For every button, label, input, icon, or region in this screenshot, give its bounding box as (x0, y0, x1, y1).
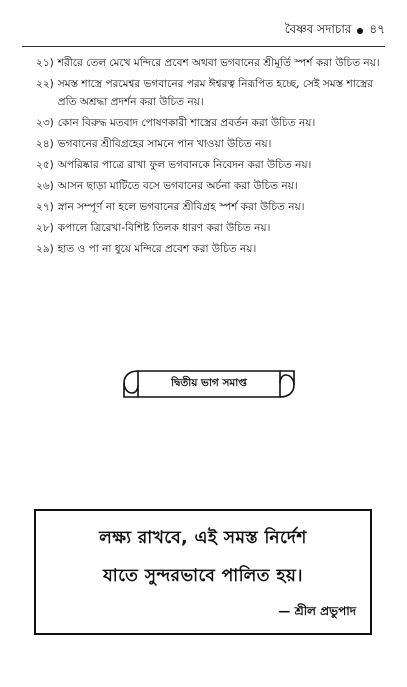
rule-number: ২৬) (36, 180, 54, 192)
rule-number: ২৪) (36, 138, 54, 150)
quote-author: — শ্রীল প্রভুপাদ (278, 604, 356, 618)
rule-text: কোন বিরুদ্ধ মতবাদ পোষণকারী শাস্ত্রের প্রবর্তন করা উচিত নয়। (57, 117, 316, 129)
rule-text: আসন ছাড়া মাটিতে বসে ভগবানের অর্চনা করা উচিত নয়। (57, 180, 298, 192)
rule-text: কপালে ত্রিরেখা-বিশিষ্ট তিলক ধারণ করা উচিত নয়। (57, 222, 271, 234)
page-number: ৪৭ (369, 22, 385, 36)
rule-number: ২৯) (36, 243, 54, 255)
rule-text: ভগবানের শ্রীবিগ্রহের সামনে পান খাওয়া উচিত নয়। (57, 138, 272, 150)
quote-line-2: যাতে সুন্দরভাবে পালিত হয়। (103, 566, 303, 586)
header-rule (22, 46, 385, 47)
rule-item (36, 240, 388, 258)
rule-item (36, 114, 388, 132)
rule-item (36, 54, 388, 72)
bullet-dot-icon (357, 28, 363, 34)
quote-line-1: লক্ষ্য রাখবে, এই সমস্ত নির্দেশ (99, 528, 307, 548)
rule-text: সমস্ত শাস্ত্রে পরমেশ্বর ভগবানের পরম ঈশ্বরত্ব নিরূপিত হচ্ছে, সেই সমস্ত শাস্ত্রের প্রতি অশ্রদ্ধা প্রদর্শন করা উচিত নয়। (57, 78, 373, 108)
rule-number: ২১) (36, 57, 54, 69)
rule-item (36, 177, 388, 195)
rule-text: শরীরে তেল মেখে মন্দিরে প্রবেশ অথবা ভগবানের শ্রীমূর্তি স্পর্শ করা উচিত নয়। (57, 57, 380, 69)
rule-number: ২৫) (36, 159, 54, 171)
rule-number: ২৩) (36, 117, 54, 129)
rule-item (36, 75, 388, 111)
rule-number: ২৭) (36, 201, 54, 213)
banner-label: দ্বিতীয় ভাগ সমাপ্ত (171, 377, 247, 389)
rule-item (36, 135, 388, 153)
page-header (40, 20, 385, 42)
rule-item (36, 156, 388, 174)
running-title: বৈষ্ণব সদাচার (284, 22, 352, 36)
rule-item (36, 219, 388, 237)
rule-number: ২৮) (36, 222, 54, 234)
quote-box (34, 509, 372, 635)
rules-list (36, 54, 388, 261)
rule-text: হাত ও পা না ধুয়ে মন্দিরে প্রবেশ করা উচিত নয়। (57, 243, 257, 255)
rule-text: স্নান সম্পূর্ণ না হলে ভগবানের শ্রীবিগ্রহ স্পর্শ করা উচিত নয়। (57, 201, 305, 213)
rule-number: ২২) (36, 78, 54, 90)
rule-text: অপরিষ্কার পাত্রে রাখা ফুল ভগবানকে নিবেদন করা উচিত নয়। (57, 159, 312, 171)
scroll-banner (120, 367, 298, 401)
rule-item (36, 198, 388, 216)
